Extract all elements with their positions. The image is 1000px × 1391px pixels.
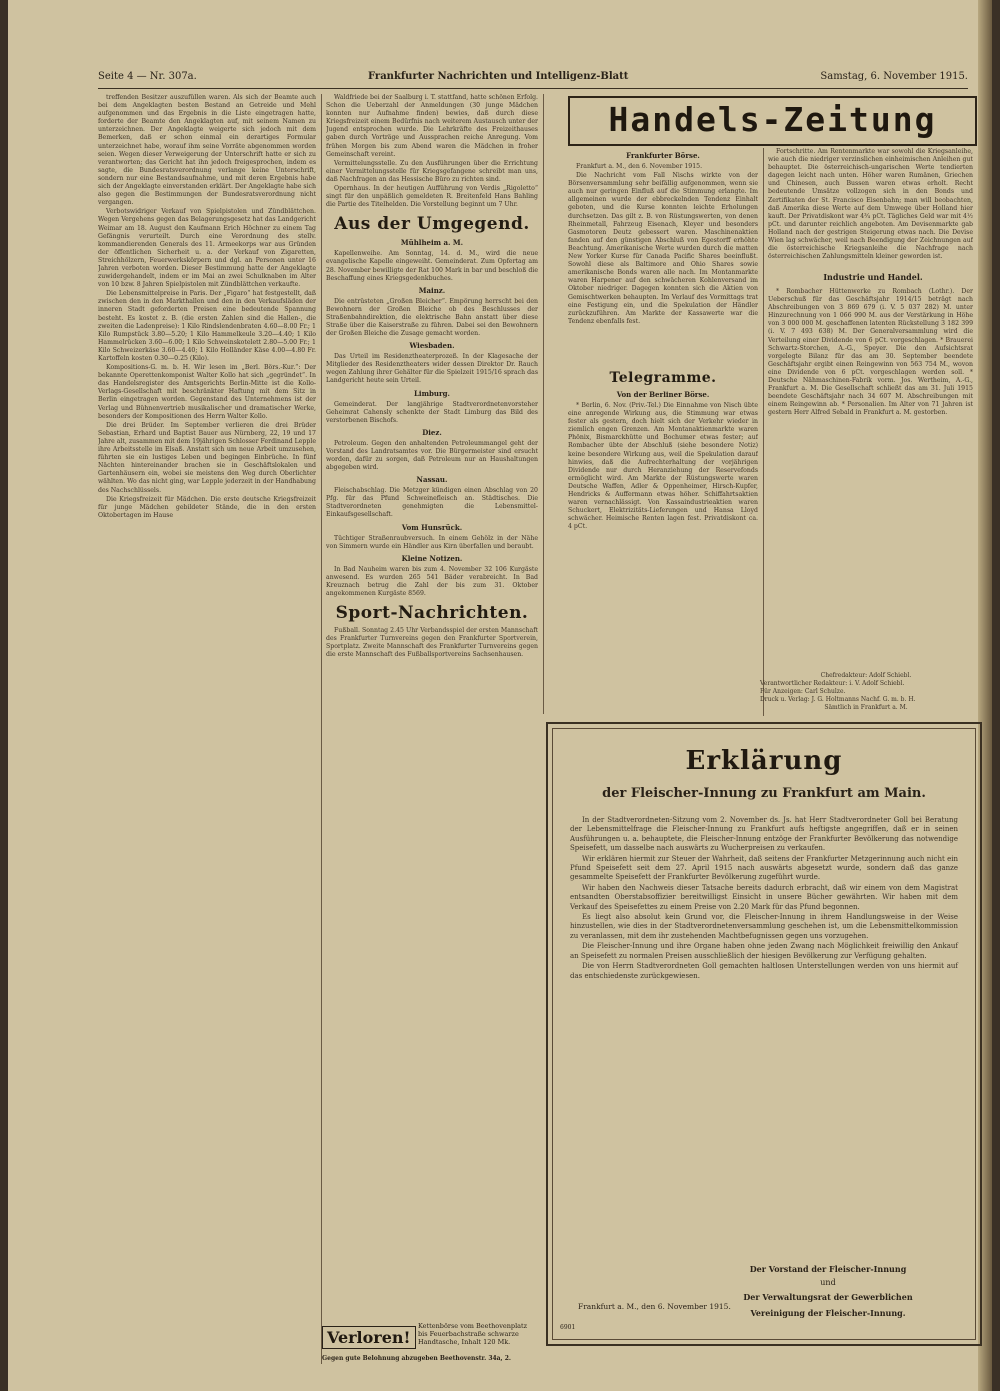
colophon-line: Für Anzeigen: Carl Schulze. bbox=[760, 688, 846, 695]
notice-paragraph: Es liegt also absolut kein Grund vor, die Fleischer-Innung in ihrem Handlungsweise in der Weise hinzustellen, wie dies in der Stadtverordnetenversammlung geschehen ist, um die Lebensmittelkommission zu veranlassen, mit dem ihr zustehenden Machtbefugnissen gegen uns vorzugehen. bbox=[570, 913, 958, 940]
lost-ad-text: Kettenbörse vom Beethovenplatz bis Feuerbachstraße schwarze Handtasche, Inhalt 120 Mk. bbox=[418, 1322, 528, 1346]
notice-signature: Der Vorstand der Fleischer-Innung bbox=[749, 1264, 907, 1274]
notice-paragraph: Wir haben den Nachweis dieser Tatsache bereits dadurch erbracht, daß wir einem von dem Magistrat entsandten Oberstabsoffizier bereitwilligst Einsicht in unsere Bücher gewährten. Wir haben mit dem Verkauf des Speisefettes zu einem Preise von 2.20 Mark für das Pfund begonnen. bbox=[570, 883, 958, 911]
notice-paragraph: Die von Herrn Stadtverordneten Goll gemachten haltlosen Unterstellungen werden von uns hiermit auf das entschiedenste zurückgewiesen. bbox=[570, 962, 958, 980]
colophon-line: Chefredakteur: Adolf Schiebl. bbox=[820, 672, 912, 679]
handelszeitung-banner bbox=[568, 96, 977, 146]
lost-ad-footer: Gegen gute Belohnung abzugeben Beethovenstr. 34a, 2. bbox=[322, 1355, 511, 1362]
column-divider bbox=[543, 94, 544, 714]
industrie-column bbox=[768, 288, 973, 666]
notice-signature: und bbox=[820, 1278, 836, 1287]
article-paragraph: Verbotswidriger Verkauf von Spielpistolen und Zündblättchen. Wegen Vergehens gegen das Belagerungsgesetz hat das Landgericht Weimar am 18. August den Kaufmann Erich Höchner zu einem Tag Gefängnis verurteilt. Durch eine Verordnung des stellv. kommandierenden Generals des 11. Armeekorps war aus Gründen der öffentlichen Sicherheit u. a. der Verkauf von Zigaretten, Streichhölzern, Feuerwerkskörpern und dgl. an Personen unter 16 Jahren verboten worden. Dieser Bestimmung hatte der Angeklagte zuwidergehandelt, indem er im Mai an zwei Schulknaben im Alter von 10 bzw. 8 Jahren Spielpistolen mit Zündblättchen verkaufte. bbox=[98, 208, 316, 289]
notice-title: Erklärung bbox=[685, 746, 843, 776]
article-paragraph: Opernhaus. In der heutigen Aufführung von Verdis „Rigoletto“ singt für den unpäßlich gemeldeten R. Breitenfeld Hans Bahling die Partie des Titelhelden. Die Vorstellung beginnt um 7 Uhr. bbox=[326, 185, 538, 209]
header-date: Samstag, 6. November 1915. bbox=[820, 71, 968, 82]
notice-paragraph: Wir erklären hiermit zur Steuer der Wahrheit, daß seitens der Frankfurter Metzgerinnung auch nicht ein Pfund Speisefett seit dem 27. April 1915 nach auswärts abgesetzt wurde, sondern daß das ganze gesammelte Speisefett der Frankfurter Bevölkerung zugeführt wurde. bbox=[570, 854, 958, 882]
colophon bbox=[760, 672, 972, 712]
column-divider bbox=[321, 94, 322, 1364]
notice-body bbox=[570, 816, 958, 982]
notice-paragraph: Die Fleischer-Innung und ihre Organe haben ohne jeden Zwang nach Möglichkeit freiwillig den Ankauf an Speisefett zu normalen Preisen ausschließlich der hiesigen Bevölkerung zur Verfügung gehalten. bbox=[570, 942, 958, 960]
industrie-heading: Industrie und Handel. bbox=[823, 272, 923, 282]
subheading: Limburg. bbox=[414, 388, 450, 398]
subheading: Wiesbaden. bbox=[409, 341, 455, 351]
boerse-date: Frankfurt a. M., den 6. November 1915. bbox=[576, 163, 703, 170]
rentenmarkt-text: Fortschritte. Am Rentenmarkte war sowohl die Kriegsanleihe, wie auch die niedriger verzinslichen einheimischen Anleihen gut behauptet. Die österreichisch-ungarischen Werte tendierten dagegen leicht nach unten. Höher waren Rumänen, Griechen und Chinesen, auch Bussen waren etwas erholt. Recht bedeutende Umsätze vollzogen sich in den Bonds und Zertifikaten der St. Francisco Eisenbahn; man will beobachten, daß Amerika diese Werte auf dem Umwege über Holland hier kauft. Der Privatdiskont war 4¾ pCt. Tägliches Geld war mit 4½ pCt. und darunter reichlich angeboten. Am Devisenmarkte gab Holland nach der gestrigen Steigerung etwas nach. Die Devise Wien lag schwächer, weil nach Beendigung der Zeichnungen auf die österreichische Kriegsanleihe die Nachfrage nach österreichischen Zahlungsmitteln kleiner geworden ist. bbox=[768, 148, 973, 261]
notice-paragraph: In der Stadtverordneten-Sitzung vom 2. November ds. Js. hat Herr Stadtverordneter Goll bei Beratung der Lebensmittelfrage die Fleischer-Innung zu Frankfurt aufs heftigste angegriffen, daß er in seinen Ausführungen u. a. behauptete, die Fleischer-Innung entzöge der Frankfurter Bevölkerung das notwendige Speisefett, um dasselbe nach auswärts zu Wucherpreisen zu verkaufen. bbox=[570, 816, 958, 853]
subheading: Kleine Notizen. bbox=[401, 553, 463, 563]
newspaper-page bbox=[8, 0, 992, 1391]
lost-ad-title: Verloren! bbox=[322, 1326, 416, 1349]
handelszeitung-title: Handels-Zeitung bbox=[608, 100, 937, 139]
subheading: Mühlheim a. M. bbox=[400, 238, 464, 248]
subheading: Nassau. bbox=[416, 475, 448, 485]
article-paragraph: Waldfriede bei der Saalburg i. T. stattfand, hatte schönen Erfolg. Schon die Ueberzahl der Anmeldungen (30 junge Mädchen konnten nur Aufnahme finden) bewies, daß durch diese Kriegsfreizeit einem Bedürfnis nach weiterem Austausch unter der Jugend entsprochen wurde. Die Lehrkräfte des Freizeithauses gaben durch Vorträge und Aussprachen reiche Anregung. Vom frühen Morgen bis zum Abend waren die Mädchen in froher Gemeinschaft vereint. bbox=[326, 94, 538, 158]
article-paragraph: In Bad Nauheim waren bis zum 4. November 32 106 Kurgäste anwesend. Es wurden 265 541 Bäder verabreicht. In Bad Kreuznach betrug die Zahl der bis zum 31. Oktober angekommenen Kurgäste 8569. bbox=[326, 565, 538, 598]
notice-signature: Vereinigung der Fleischer-Innung. bbox=[750, 1308, 906, 1318]
boerse-column bbox=[568, 148, 758, 360]
article-paragraph: Kapellenweihe. Am Sonntag, 14. d. M., wird die neue evangelische Kapelle eingeweiht. Gemeinderat. Zum Opfertag am 28. November bewilligte der Rat 100 Mark in bar und beschloß die Beschaffung eines Kriegsgedenkbuches. bbox=[326, 250, 538, 282]
boerse-heading: Frankfurter Börse. bbox=[626, 151, 700, 160]
colophon-line: Verantwortlicher Redakteur: i. V. Adolf Schiebl. bbox=[760, 680, 905, 687]
industrie-text: * Rombacher Hüttenwerke zu Rombach (Lothr.). Der Ueberschuß für das Geschäftsjahr 1914/15 beträgt nach Abschreibungen von 3 869 679 (i. V. 5 037 282) M. unter Hinzurechnung von 1 066 990 M. aus der Verstärkung in Höhe von 3 000 000 M. geschaffenen latenten Rückstellung 3 182 399 (i. V. 7 493 638) M. Der Generalversammlung wird die Verteilung einer Dividende von 6 pCt. vorgeschlagen. * Brauerei Schwartz-Storchen, A.-G., Speyer. Die den Aufsichtsrat vorgelegte Bilanz für das am 30. September beendete Geschäftsjahr ergibt einen Reingewinn von 563 754 M., wovon eine Dividende von 6 pCt. vorgeschlagen werden soll. * Deutsche Nähmaschinen-Fabrik vorm. Jos. Wertheim, A.-G., Frankfurt a. M. Die Gesellschaft schließt das am 31. Juli 1915 beendete Geschäftsjahr nach 34 607 M. Abschreibungen mit einem Reingewinn ab. * Personalien. Im Alter von 71 Jahren ist gestern Herr Alfred Sebald in Frankfurt a. M. gestorben. bbox=[768, 288, 973, 417]
article-paragraph: Kompositions-G. m. b. H. Wir lesen im „Berl. Börs.-Kur.“: Der bekannte Operettenkomponist Walter Kollo hat sich „gegründet“. In das Handelsregister des Amtsgerichts Berlin-Mitte ist die Kollo-Verlags-Gesellschaft mit beschränkter Haftung mit dem Sitz in Berlin eingetragen worden. Gegenstand des Unternehmens ist der Verlag und Bühnenvertrieb musikalischer und dramatischer Werke, besonders der Kompositionen des Herrn Walter Kollo. bbox=[98, 364, 316, 420]
header-newspaper-name: Frankfurter Nachrichten und Intelligenz-Blatt bbox=[368, 71, 629, 82]
article-paragraph: Tüchtiger Straßenraubversuch. In einem Gehölz in der Nähe von Simmern wurde ein Händler aus Kirn überfallen und beraubt. bbox=[326, 534, 538, 550]
erklaerung-notice bbox=[546, 722, 982, 1346]
notice-signature: Der Verwaltungsrat der Gewerblichen bbox=[743, 1292, 913, 1302]
colophon-line: Druck u. Verlag: J. G. Holtmanns Nachf. G. m. b. H. bbox=[760, 696, 916, 703]
column-divider bbox=[763, 148, 764, 716]
telegramme-heading: Telegramme. bbox=[609, 370, 717, 386]
column-1 bbox=[98, 94, 316, 1384]
article-paragraph: Fleischabschlag. Die Metzger kündigen einen Abschlag von 20 Pfg. für das Pfund Schweinefleisch an. Städtisches. Die Stadtverordneten genehmigten die Lebensmittel-Einkaufsgesellschaft. bbox=[326, 487, 538, 519]
rentenmarkt-column bbox=[768, 148, 973, 266]
article-paragraph: Die Lebensmittelpreise in Paris. Der „Figaro“ hat festgestellt, daß zwischen den in den Markthallen und den in den Verkaufsläden der inneren Stadt geforderten Preisen eine bedeutende Spannung besteht. Es kostet z. B. (die ersten Zahlen sind die Hallen-, die zweiten die Ladenpreise): 1 Kilo Rindslendenbraten 4.60—8.00 Fr.; 1 Kilo Rumpstück 3.80—5.20; 1 Kilo Hammelkeule 3.20—4.40; 1 Kilo Hammelrücken 3.60—6.00; 1 Kilo Schweinskotelett 2.80—5.00 Fr.; 1 Kilo Schweizerkäse 3.60—4.40; 1 Kilo Holländer Käse 4.00—4.80 Fr. Kartoffeln kosten 0.30—0.25 (Kilo). bbox=[98, 290, 316, 362]
telegramme-text: * Berlin, 6. Nov. (Priv.-Tel.) Die Einnahme von Nisch übte eine anregende Wirkung aus, die Stimmung war etwas fester als gestern, doch hielt sich der Verkehr wieder in ziemlich engen Grenzen. Am Montanaktienmarkte waren Phönix, Bismarckhütte und Bochumer etwas fester; auf Rombacher übte der Abschluß (siehe besondere Notiz) keine besondere Wirkung aus, weil die Spekulation darauf hinwies, daß die Aufrechterhaltung der vorjährigen Dividende nur durch Heranziehung der Reservefonds ermöglicht wird. Am Markte der Rüstungswerte waren Deutsche Waffen, Adler & Oppenheimer, Hirsch-Kupfer, Hendricks & Auffermann etwas höher. Schiffahrtsaktien waren vernachlässigt. Von Kassaindustrieaktien waren Schuckert, Elektrizitäts-Lieferungen und Hansa Lloyd schwächer. Heimische Renten lagen fest. Privatdiskont ca. 4 pCt. bbox=[568, 402, 758, 531]
notice-code: 6901 bbox=[560, 1324, 576, 1331]
subheading: Mainz. bbox=[418, 285, 446, 295]
article-paragraph: Die entrüsteten „Großen Bleicher“. Empörung herrscht bei den Bewohnern der Großen Bleiche ob des Beschlusses der Straßenbahndirektion, die elektrische Bahn anstatt über diese Straße über die Kaiserstraße zu führen. Dabei sei den Bewohnern der Großen Bleiche die Zusage gemacht worden. bbox=[326, 297, 538, 338]
notice-date: Frankfurt a. M., den 6. November 1915. bbox=[578, 1302, 731, 1311]
page-header bbox=[98, 66, 968, 89]
boerse-text: Die Nachricht vom Fall Nischs wirkte von der Börsenversammlung sehr beifällig aufgenommen, wenn sie auch nur geringen Einfluß auf die Stimmung erlangte. Im allgemeinen wurde der ebbreckelnden Tendenz Einhalt geboten, und die Kurse konnten leichte Erholungen durchsetzen. Das gilt z. B. von Rüstungswerten, von denen Rheinmetall, Fahrzeug Eisenach, Kleyer und besonders Gasmotoren Deutz gebessert waren. Maschinenaktien fanden auf den günstigen Abschluß von Egestorff erhöhte Beachtung. Amerikanische Werte wurden durch die matten New Yorker Kurse für Canada Pacific Shares beeinflußt. Sowohl diese als Baltimore and Ohio Shares sowie amerikanische Bonds waren alle nach. Im Montanmarkte waren Harpener auf den schwächeren Kohlenversand im Oktober niedriger. Dagegen konnten sich die Aktien von Gemischtwerken behaupten. Im Verlauf des Vormittags trat eine Festigung ein, und die Spekulation der Händler zurückzuführen. Am Markte der Kassawerte war die Tendenz ebenfalls fest. bbox=[568, 172, 758, 325]
subheading: Diez. bbox=[422, 427, 442, 437]
colophon-line: Sämtlich in Frankfurt a. M. bbox=[824, 704, 908, 711]
article-paragraph: Die Kriegsfreizeit für Mädchen. Die erste deutsche Kriegsfreizeit für junge Mädchen gebildeter Stände, die in den ersten Oktobertagen im Hause bbox=[98, 495, 316, 519]
article-paragraph: Petroleum. Gegen den anhaltenden Petroleummangel geht der Vorstand des Landratsamtes vor. Die Bürgermeister sind ersucht worden, dafür zu sorgen, daß Petroleum nur an Haushaltungen abgegeben wird. bbox=[326, 439, 538, 472]
subheading: Vom Hunsrück. bbox=[401, 522, 463, 532]
article-paragraph: Gemeinderat. Der langjährige Stadtverordnetenvorsteher Geheimrat Cahensly schenkte der Stadt Limburg das Bild des verstorbenen Bischofs. bbox=[326, 400, 538, 424]
header-page-number: Seite 4 — Nr. 307a. bbox=[98, 71, 197, 82]
article-paragraph: Die drei Brüder. Im September verlieren die drei Brüder Sebastian, Erhard und Baptist Bauer aus Nürnberg, 22, 19 und 17 Jahre alt, zusammen mit dem 19jährigen Schlosser Ferdinand Lepple ihre Arbeitsstelle im Elsaß. Anstatt sich um neue Arbeit umzusehen, führten sie ein lustiges Leben und begingen Einbrüche. In fünf Nächten hintereinander brachen sie in Geschäftslokalen und Gartenhäusern ein, wobei sie meistens den Weg durch Oberlichter wählten. Wo das nicht ging, war Lepple jederzeit in der Handhabung des Nachschlüssels. bbox=[98, 421, 316, 494]
article-paragraph: Vermittelungsstelle. Zu den Ausführungen über die Errichtung einer Vermittelungsstelle für Kriegsgefangene schreibt man uns, daß Nachfragen an das Hessische Büro zu richten sind. bbox=[326, 159, 538, 183]
article-paragraph: Fußball. Sonntag 2.45 Uhr Verbandsspiel der ersten Mannschaft des Frankfurter Turnvereins gegen den Frankfurter Sportverein, Sportplatz. Zweite Mannschaft des Frankfurter Turnvereins gegen die erste Mannschaft des Fußballsportvereins Sachsenhausen. bbox=[326, 627, 538, 659]
notice-subtitle: der Fleischer-Innung zu Frankfurt am Main. bbox=[602, 786, 926, 801]
column-2 bbox=[326, 94, 538, 1316]
lost-advertisement bbox=[318, 1320, 538, 1362]
section-heading-umgegend: Aus der Umgegend. bbox=[334, 214, 530, 235]
telegramme-subheading: Von der Berliner Börse. bbox=[616, 390, 710, 399]
article-paragraph: Das Urteil im Residenztheaterprozeß. In der Klagesache der Mitglieder des Residenztheaters wider dessen Direktor Dr. Rauch wegen Zahlung ihrer Gehälter für die Spielzeit 1915/16 sprach das Landgericht heute sein Urteil. bbox=[326, 353, 538, 385]
article-paragraph: treffenden Besitzer auszufüllen waren. Als sich der Beamte auch bei dem Angeklagten besten Bestand an Getreide und Mehl aufgenommen und das Ergebnis in die Liste eingetragen hatte, forderte der Beamte den Angeklagten auf, mit seinem Namen zu unterzeichnen. Der Angeklagte weigerte sich jedoch mit dem Bemerken, daß er schon einmal ein derartiges Formular unterzeichnet habe, worauf ihm seine Vorräte abgenommen worden seien. Wegen dieser Verweigerung der Unterschrift hatte er sich zu verantworten; das Gericht hat ihn jedoch freigesprochen, indem es sagte, die Bundesratsverordnung verlange keine Unterschrift, sondern nur eine Bestandsaufnahme, und mit deren Ergebnis habe sich der Angeklagte einverstanden erklärt. Der Angeklagte habe sich also gegen die Bestimmungen der Bundesratsverordnung nicht vergangen. bbox=[98, 94, 316, 207]
section-heading-sport: Sport-Nachrichten. bbox=[335, 603, 529, 624]
telegramme-column bbox=[568, 364, 758, 712]
